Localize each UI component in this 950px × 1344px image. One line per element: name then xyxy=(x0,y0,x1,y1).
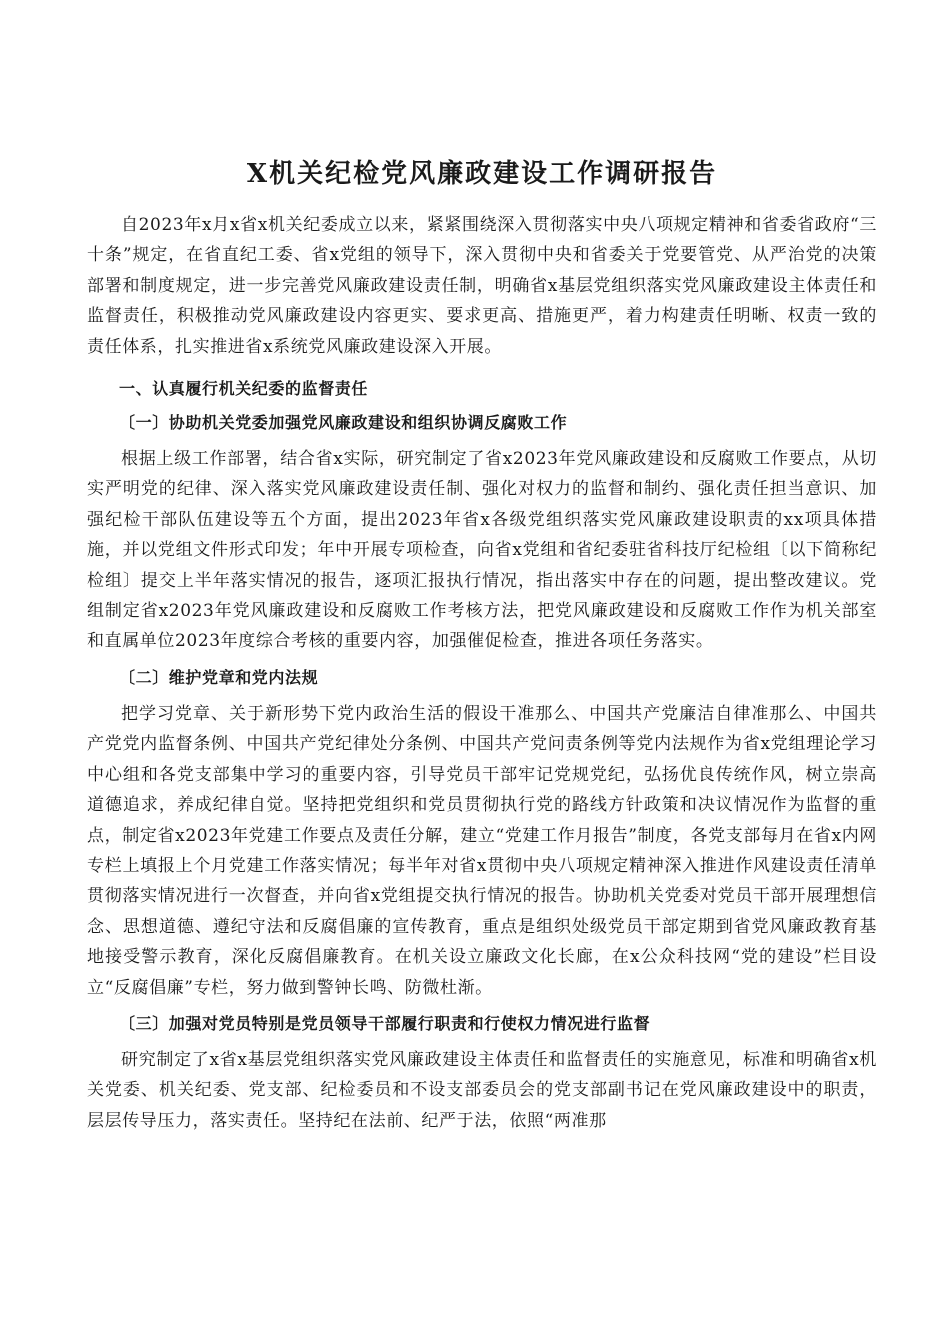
subsection-1-body: 根据上级工作部署，结合省x实际，研究制定了省x2023年党风廉政建设和反腐败工作要点，从切实严明党的纪律、深入落实党风廉政建设责任制、强化对权力的监督和制约、强化责任担当意识、加强纪检干部队伍建设等五个方面，提出2023年省x各级党组织落实党风廉政建设职责的xx项具体措施，并以党组文件形式印发；年中开展专项检查，向省x党组和省纪委驻省科技厅纪检组〔以下简称纪检组〕提交上半年落实情况的报告，逐项汇报执行情况，指出落实中存在的问题，提出整改建议。党组制定省x2023年党风廉政建设和反腐败工作考核方法，把党风廉政建设和反腐败工作作为机关部室和直属单位2023年度综合考核的重要内容，加强催促检查，推进各项任务落实。 xyxy=(87,449,877,652)
document-page xyxy=(87,150,877,1136)
subsection-1-heading: 〔一〕协助机关党委加强党风廉政建设和组织协调反腐败工作 xyxy=(119,413,568,433)
subsection-2-body: 把学习党章、关于新形势下党内政治生活的假设干准那么、中国共产党廉洁自律准那么、中国共产党党内监督条例、中国共产党纪律处分条例、中国共产党问责条例等党内法规作为省x党组理论学习中心组和各党支部集中学习的重要内容，引导党员干部牢记党规党纪，弘扬优良传统作风，树立崇高道德追求，养成纪律自觉。坚持把党组织和党员贯彻执行党的路线方针政策和决议情况作为监督的重点，制定省x2023年党建工作要点及责任分解，建立“党建工作月报告”制度，各党支部每月在省x内网专栏上填报上个月党建工作落实情况；每半年对省x贯彻中央八项规定精神深入推进作风建设责任清单贯彻落实情况进行一次督查，并向省x党组提交执行情况的报告。协助机关党委对党员干部开展理想信念、思想道德、遵纪守法和反腐倡廉的宣传教育，重点是组织处级党员干部定期到省党风廉政教育基地接受警示教育，深化反腐倡廉教育。在机关设立廉政文化长廊，在x公众科技网“党的建设”栏目设立“反腐倡廉”专栏，努力做到警钟长鸣、防微杜渐。 xyxy=(87,703,877,998)
subsection-3-heading: 〔三〕加强对党员特别是党员领导干部履行职责和行使权力情况进行监督 xyxy=(119,1013,651,1033)
section-1-heading: 一、认真履行机关纪委的监督责任 xyxy=(119,379,369,399)
subsection-2-heading: 〔二〕维护党章和党内法规 xyxy=(119,667,319,687)
intro-paragraph: 自2023年x月x省x机关纪委成立以来，紧紧围绕深入贯彻落实中央八项规定精神和省委省政府“三十条”规定，在省直纪工委、省x党组的领导下，深入贯彻中央和省委关于党要管党、从严治党的决策部署和制度规定，进一步完善党风廉政建设责任制，明确省x基层党组织落实党风廉政建设主体责任和监督责任，积极推动党风廉政建设内容更实、要求更高、措施更严，着力构建责任明晰、权责一致的责任体系，扎实推进省x系统党风廉政建设深入开展。 xyxy=(87,215,877,357)
document-title: X机关纪检党风廉政建设工作调研报告 xyxy=(246,159,718,189)
subsection-3-body: 研究制定了x省x基层党组织落实党风廉政建设主体责任和监督责任的实施意见，标准和明确省x机关党委、机关纪委、党支部、纪检委员和不设支部委员会的党支部副书记在党风廉政建设中的职责，层层传导压力，落实责任。坚持纪在法前、纪严于法，依照“两准那 xyxy=(87,1049,877,1131)
